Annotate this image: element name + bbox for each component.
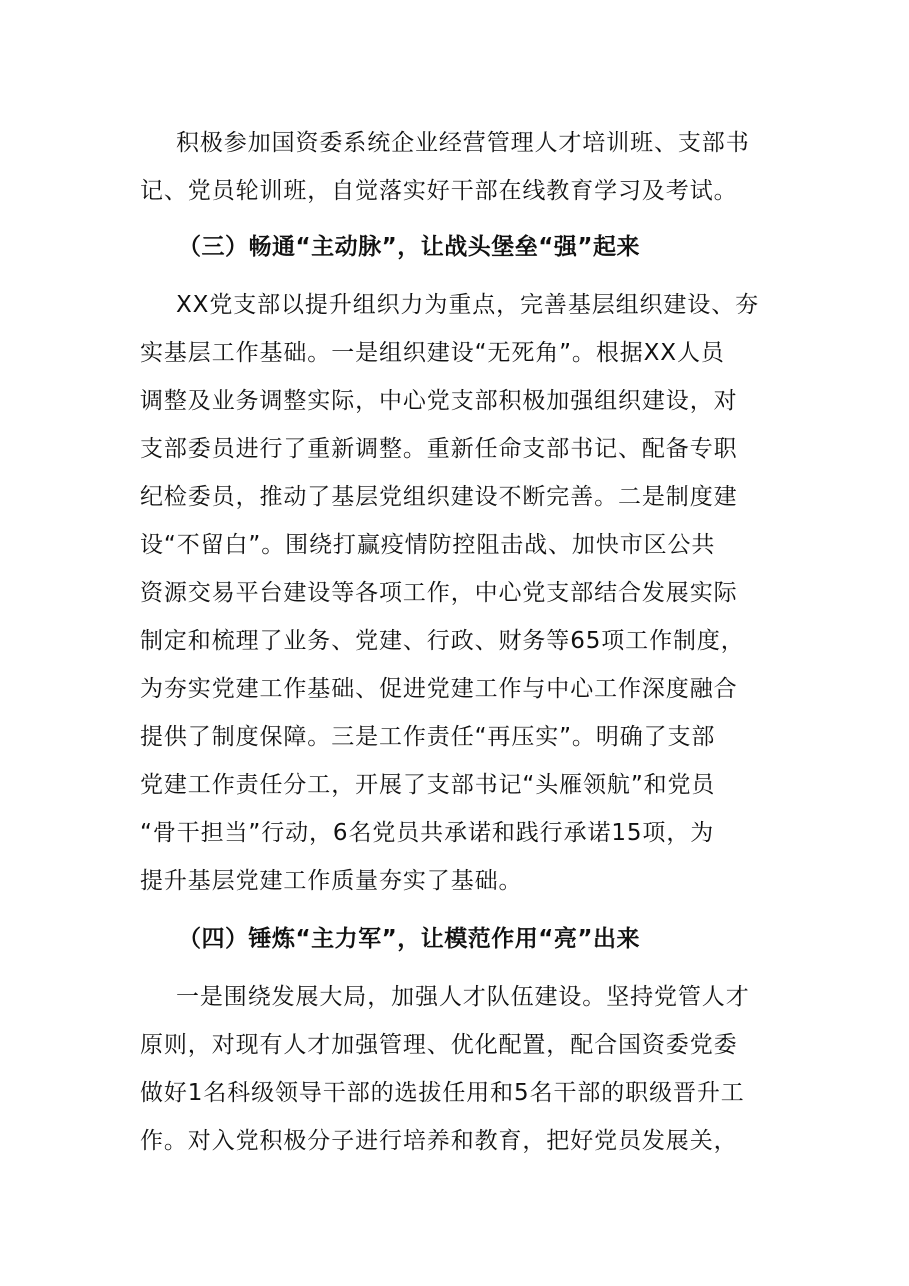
text-line bbox=[0, 290, 909, 320]
heading-3: （三）畅通“主动脉”，让战头堡垒“强”起来 bbox=[178, 234, 640, 260]
text-line bbox=[0, 386, 909, 416]
paragraph-3-line-8: 制定和梳理了业务、党建、行政、财务等65项工作制度， bbox=[140, 628, 745, 654]
paragraph-4-line-1: 一是围绕发展大局，加强人才队伍建设。坚持党管人才 bbox=[176, 984, 750, 1010]
paragraph-4-line-2: 原则，对现有人才加强管理、优化配置，配合国资委党委 bbox=[140, 1032, 738, 1058]
text-line bbox=[0, 338, 909, 368]
paragraph-3-line-13: 提升基层党建工作质量夯实了基础。 bbox=[140, 868, 523, 894]
paragraph-3-line-7: 资源交易平台建设等各项工作，中心党支部结合发展实际 bbox=[140, 580, 738, 606]
paragraph-3-line-1: XX党支部以提升组织力为重点，完善基层组织建设、夯 bbox=[176, 292, 760, 318]
paragraph-3-line-10: 提供了制度保障。三是工作责任“再压实”。明确了支部 bbox=[140, 724, 716, 750]
paragraph-intro-line-2: 记、党员轮训班，自觉落实好干部在线教育学习及考试。 bbox=[140, 178, 738, 204]
paragraph-3-line-6: 设“不留白”。围绕打赢疫情防控阻击战、加快市区公共 bbox=[140, 532, 716, 558]
text-line bbox=[0, 530, 909, 560]
paragraph-3-line-4: 支部委员进行了重新调整。重新任命支部书记、配备专职 bbox=[140, 436, 738, 462]
text-line bbox=[0, 1030, 909, 1060]
text-line bbox=[0, 1078, 909, 1108]
paragraph-3-line-9: 为夯实党建工作基础、促进党建工作与中心工作深度融合 bbox=[140, 676, 738, 702]
section-heading bbox=[0, 924, 909, 954]
text-line bbox=[0, 578, 909, 608]
paragraph-4-line-4: 作。对入党积极分子进行培养和教育，把好党员发展关， bbox=[140, 1128, 738, 1154]
paragraph-3-line-5: 纪检委员，推动了基层党组织建设不断完善。二是制度建 bbox=[140, 484, 738, 510]
paragraph-4-line-3: 做好1名科级领导干部的选拔任用和5名干部的职级晋升工 bbox=[140, 1080, 745, 1106]
paragraph-intro-line-1: 积极参加国资委系统企业经营管理人才培训班、支部书 bbox=[176, 130, 750, 156]
text-line bbox=[0, 770, 909, 800]
paragraph-3-line-2: 实基层工作基础。一是组织建设“无死角”。根据XX人员 bbox=[140, 340, 725, 366]
text-line bbox=[0, 1126, 909, 1156]
section-heading bbox=[0, 232, 909, 262]
text-line bbox=[0, 482, 909, 512]
text-line bbox=[0, 434, 909, 464]
text-line bbox=[0, 982, 909, 1012]
text-line bbox=[0, 626, 909, 656]
paragraph-3-line-11: 党建工作责任分工，开展了支部书记“头雁领航”和党员 bbox=[140, 772, 716, 798]
heading-4: （四）锤炼“主力军”，让模范作用“亮”出来 bbox=[178, 926, 640, 952]
text-line bbox=[0, 818, 909, 848]
text-line bbox=[0, 722, 909, 752]
paragraph-3-line-3: 调整及业务调整实际，中心党支部积极加强组织建设，对 bbox=[140, 388, 738, 414]
text-line bbox=[0, 128, 909, 158]
text-line bbox=[0, 866, 909, 896]
text-line bbox=[0, 674, 909, 704]
paragraph-3-line-12: “骨干担当”行动，6名党员共承诺和践行承诺15项，为 bbox=[140, 820, 715, 846]
text-line bbox=[0, 176, 909, 206]
